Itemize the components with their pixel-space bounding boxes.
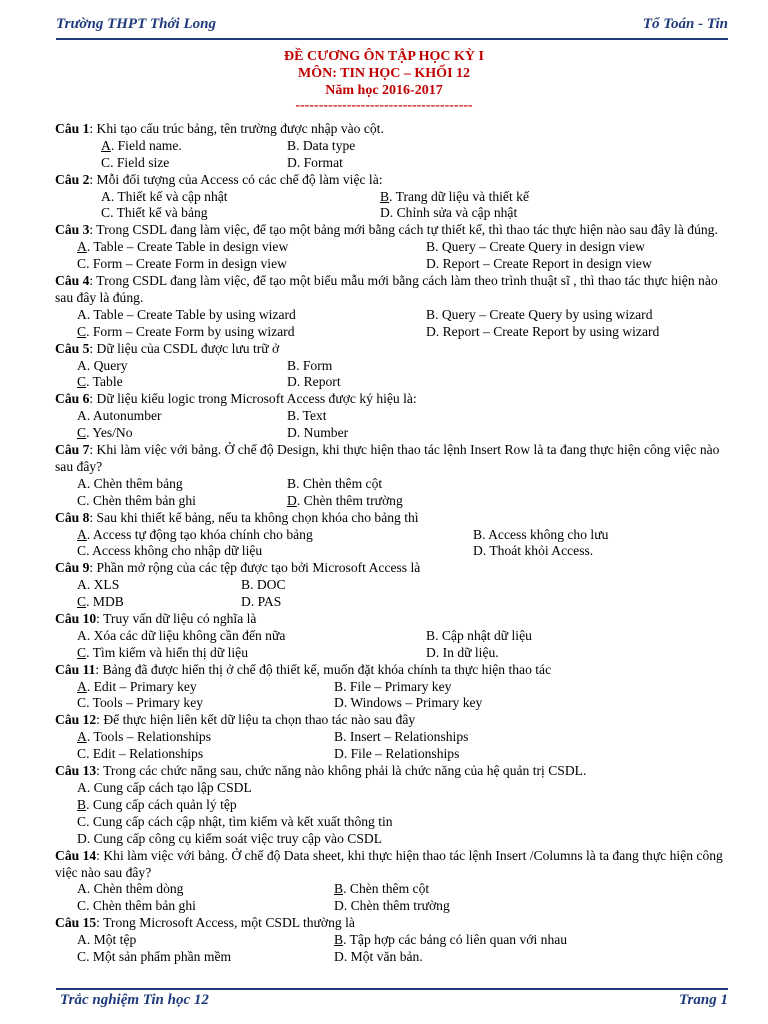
question-12	[55, 712, 735, 729]
question-4	[55, 273, 735, 307]
question-text: : Trong Microsoft Access, một CSDL thường là	[96, 915, 355, 931]
question-text: : Để thực hiện liên kết dữ liệu ta chọn thao tác nào sau đây	[96, 712, 416, 728]
question-text: : Phần mở rộng của các tệp được tạo bởi Microsoft Access là	[89, 560, 421, 576]
question-text: : Trong các chức năng sau, chức năng nào không phải là chức năng của hệ quản trị CSDL.	[96, 763, 587, 779]
title-divider: --------------------------------------	[295, 98, 473, 113]
option-d: D. Chèn thêm trường	[287, 492, 403, 508]
option-c: C. Tìm kiếm và hiển thị dữ liệu	[77, 644, 248, 660]
question-text: : Bảng đã được hiển thị ở chế độ thiết kế, muốn đặt khóa chính ta thực hiện thao tác	[95, 661, 552, 677]
option-c: C. Table	[77, 374, 123, 390]
option-a: A. Access tự động tạo khóa chính cho bảng	[77, 526, 313, 542]
question-6	[55, 391, 735, 408]
option-a: A. XLS	[77, 577, 120, 593]
option-a: A. Query	[77, 357, 128, 373]
options-row	[55, 628, 735, 645]
options-row	[55, 476, 735, 493]
question-label: Câu 12	[55, 712, 97, 728]
options-row	[55, 138, 735, 155]
options-row	[55, 239, 735, 256]
school-name: Trường THPT Thới Long	[56, 16, 216, 32]
question-text: : Truy vấn dữ liệu có nghĩa là	[96, 611, 257, 626]
footer-title: Trắc nghiệm Tin học 12	[60, 992, 209, 1008]
option-a: A. Một tệp	[77, 932, 137, 948]
option-c: C. Edit – Relationships	[77, 746, 204, 762]
option-a: A. Table – Create Table in design view	[77, 239, 289, 255]
question-1	[55, 121, 735, 138]
question-text: : Dữ liệu của CSDL được lưu trữ ở	[89, 340, 280, 356]
option-b: B. Insert – Relationships	[334, 729, 469, 745]
title-line-3: Năm học 2016-2017	[325, 83, 443, 98]
option-b: B. DOC	[241, 577, 286, 593]
question-label: Câu 5	[55, 340, 90, 356]
option-d: D. File – Relationships	[334, 746, 460, 762]
option-c: C. Thiết kế và bảng	[101, 205, 208, 221]
question-text: : Khi làm việc với bảng. Ở chế độ Data sheet, khi thực hiện thao tác lệnh Insert /Columns là ta đang thực hiện công việc nào sau đây?	[55, 847, 723, 880]
option-a: A. Field name.	[101, 137, 182, 153]
question-label: Câu 1	[55, 121, 90, 136]
option-b: B. Trang dữ liệu và thiết kế	[380, 188, 529, 204]
department-name: Tổ Toán - Tin	[642, 16, 728, 32]
option-d: D. PAS	[241, 594, 282, 610]
option-d: D. Report – Create Report in design view	[426, 256, 652, 272]
options-row	[55, 695, 735, 712]
question-label: Câu 6	[55, 391, 90, 407]
option-b: B. Form	[287, 357, 333, 373]
options-row	[55, 408, 735, 425]
options-row	[55, 594, 735, 611]
options-row	[55, 527, 735, 544]
option-a: A. Autonumber	[77, 408, 162, 424]
question-11	[55, 662, 735, 679]
option-d: D. Number	[287, 425, 349, 441]
option-b: B. File – Primary key	[334, 678, 452, 694]
options-row	[55, 746, 735, 763]
question-label: Câu 7	[55, 442, 90, 458]
option-d: D. Một văn bản.	[334, 948, 423, 964]
options-row	[55, 932, 735, 949]
option-c: C. MDB	[77, 594, 124, 610]
question-text: : Dữ liệu kiểu logic trong Microsoft Access được ký hiệu là:	[89, 391, 417, 407]
question-label: Câu 11	[55, 661, 96, 677]
options-row	[55, 256, 735, 273]
option-a: A. Edit – Primary key	[77, 678, 197, 694]
question-2	[55, 172, 735, 189]
option-d: D. Thoát khỏi Access.	[473, 543, 594, 559]
page-number: Trang 1	[678, 992, 728, 1008]
options-row	[55, 949, 735, 966]
question-label: Câu 15	[55, 915, 97, 931]
options-row	[55, 577, 735, 594]
question-label: Câu 8	[55, 509, 90, 525]
option-d: D. Cung cấp công cụ kiểm soát việc truy cập vào CSDL	[77, 830, 383, 846]
option-c: C. Form – Create Form in design view	[77, 256, 287, 272]
question-label: Câu 14	[55, 847, 97, 863]
question-15	[55, 915, 735, 932]
option-d: D. Chèn thêm trường	[334, 898, 450, 914]
option-a: A. Cung cấp cách tạo lập CSDL	[77, 779, 252, 795]
option-c: C. Yes/No	[77, 425, 133, 441]
option-a: A. Table – Create Table by using wizard	[77, 306, 296, 322]
option-b: B. Query – Create Query in design view	[426, 239, 645, 255]
option-a: A. Xóa các dữ liệu không cần đến nữa	[77, 627, 286, 643]
options-row	[55, 307, 735, 324]
option-c: C. Chèn thêm bản ghi	[77, 898, 196, 914]
option-a: A. Chèn thêm dòng	[77, 881, 184, 897]
options-row	[55, 205, 735, 222]
option-c: C. Tools – Primary key	[77, 695, 204, 711]
option-b: B. Text	[287, 408, 327, 424]
question-text: : Trong CSDL đang làm việc, để tạo một biểu mẫu mới bằng cách làm theo trình thuật sĩ , thì thao tác thực hiện nào sau đây là đúng.	[55, 273, 718, 305]
question-text: : Mỗi đối tượng của Access có các chế độ làm việc là:	[89, 171, 383, 187]
options-row	[55, 898, 735, 915]
options-row	[55, 324, 735, 341]
option-d: D. Report – Create Report by using wizard	[426, 323, 660, 339]
option-d: D. Report	[287, 374, 341, 390]
option-c: C. Cung cấp cách cập nhật, tìm kiếm và kết xuất thông tin	[77, 813, 393, 829]
option-a: A. Chèn thêm bảng	[77, 475, 183, 491]
options-row	[55, 881, 735, 898]
question-8	[55, 510, 735, 527]
question-label: Câu 2	[55, 171, 90, 187]
question-14	[55, 848, 735, 882]
options-row	[55, 189, 735, 206]
question-label: Câu 9	[55, 560, 90, 576]
option-b: B. Tập hợp các bảng có liên quan với nhau	[334, 932, 568, 948]
document-title	[0, 48, 768, 113]
options-row	[55, 645, 735, 662]
question-text: : Trong CSDL đang làm việc, để tạo một bảng mới bằng cách tự thiết kế, thì thao tác thực hiện nào sau đây là đúng.	[89, 222, 718, 238]
options-row	[55, 729, 735, 746]
option-b: B. Chèn thêm cột	[334, 881, 430, 897]
options-row	[55, 425, 735, 442]
option-b: B. Access không cho lưu	[473, 526, 609, 542]
option-a: A. Tools – Relationships	[77, 729, 211, 745]
question-list	[55, 121, 735, 966]
option-d: D. Chỉnh sửa và cập nhật	[380, 205, 518, 221]
question-7	[55, 442, 735, 476]
option-b: B. Query – Create Query by using wizard	[426, 306, 653, 322]
question-13	[55, 763, 735, 780]
options-row	[55, 374, 735, 391]
question-3	[55, 222, 735, 239]
option-b: B. Cập nhật dữ liệu	[426, 627, 532, 643]
options-row	[55, 493, 735, 510]
option-d: D. Windows – Primary key	[334, 695, 483, 711]
page-footer	[56, 988, 728, 1014]
option-d: D. In dữ liệu.	[426, 644, 499, 660]
question-text: : Khi tạo cấu trúc bảng, tên trường được nhập vào cột.	[89, 121, 384, 136]
options-row	[55, 358, 735, 375]
question-text: : Khi làm việc với bảng. Ở chế độ Design, khi thực hiện thao tác lệnh Insert Row là ta đang thực hiện công việc nào sau đây?	[55, 442, 720, 474]
option-c: C. Field size	[101, 154, 170, 170]
question-10	[55, 611, 735, 628]
question-label: Câu 4	[55, 273, 90, 289]
options-row	[55, 155, 735, 172]
option-b: B. Data type	[287, 137, 356, 153]
option-c: C. Access không cho nhập dữ liệu	[77, 543, 263, 559]
question-text: : Sau khi thiết kế bảng, nếu ta không chọn khóa cho bảng thì	[89, 509, 419, 525]
option-d: D. Format	[287, 154, 343, 170]
options-row	[55, 679, 735, 696]
option-c: C. Form – Create Form by using wizard	[77, 323, 295, 339]
title-line-1: ĐỀ CƯƠNG ÔN TẬP HỌC KỲ I	[284, 49, 484, 64]
question-label: Câu 3	[55, 222, 90, 238]
option-a: A. Thiết kế và cập nhật	[101, 188, 228, 204]
option-b: B. Cung cấp cách quản lý tệp	[77, 796, 237, 812]
options-row	[55, 543, 735, 560]
option-c: C. Một sản phẩm phần mềm	[77, 948, 232, 964]
title-line-2: MÔN: TIN HỌC – KHỐI 12	[297, 66, 471, 81]
option-b: B. Chèn thêm cột	[287, 475, 383, 491]
question-9	[55, 560, 735, 577]
option-c: C. Chèn thêm bản ghi	[77, 492, 196, 508]
question-5	[55, 341, 735, 358]
question-label: Câu 10	[55, 611, 97, 626]
page-header	[56, 16, 728, 40]
question-label: Câu 13	[55, 763, 97, 779]
